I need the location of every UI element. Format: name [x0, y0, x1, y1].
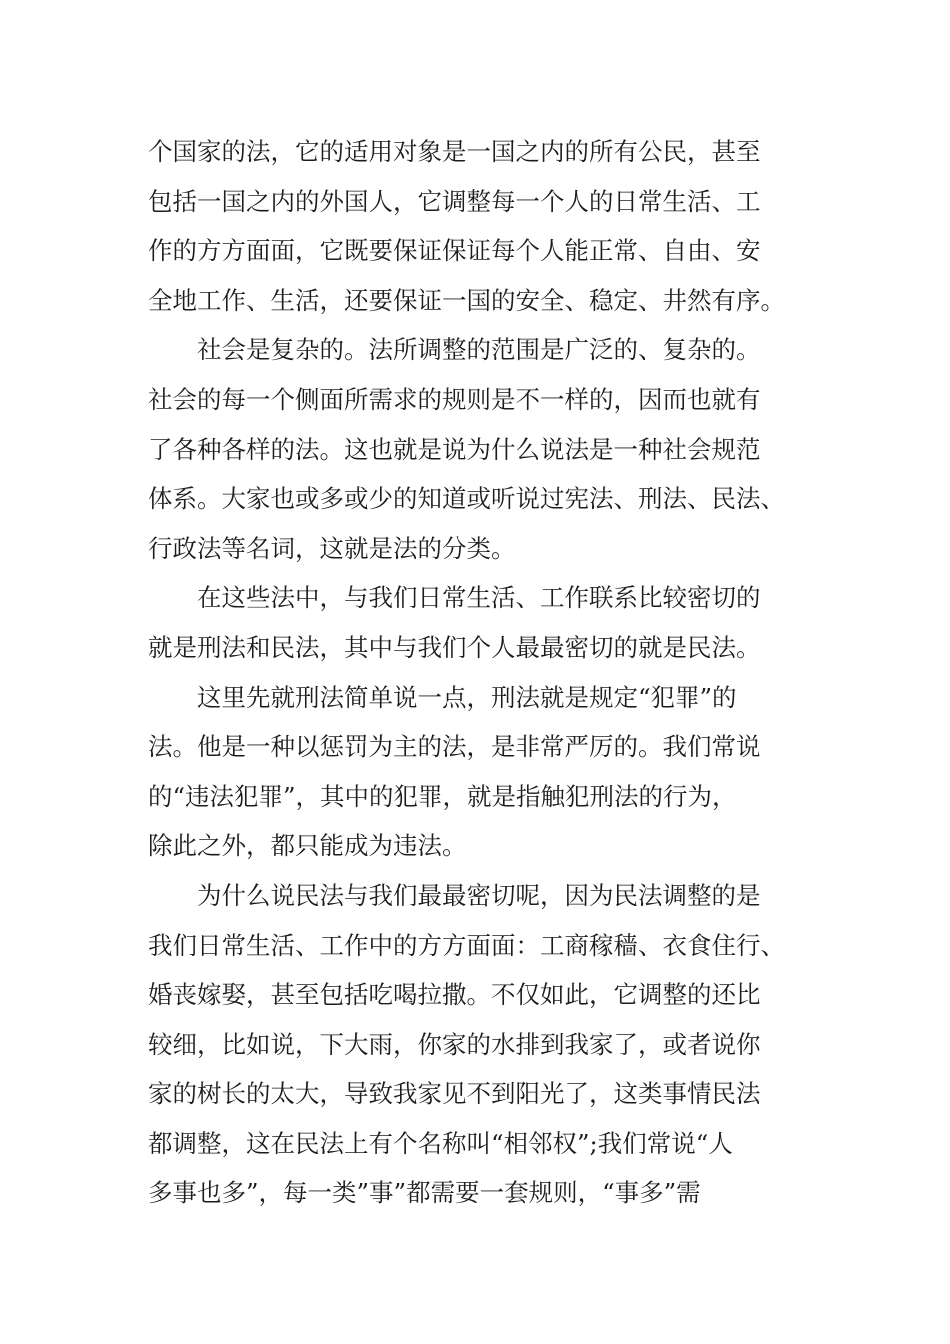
paragraph — [148, 871, 808, 1218]
text-line: 包括一国之内的外国人，它调整每一个人的日常生活、工 — [148, 186, 761, 216]
text-line: 在这些法中，与我们日常生活、工作联系比较密切的 — [197, 583, 761, 613]
text-line: 这里先就刑法简单说一点，刑法就是规定“犯罪”的 — [197, 682, 737, 712]
text-line: 社会的每一个侧面所需求的规则是不一样的，因而也就有 — [148, 384, 761, 414]
text-line: 行政法等名词，这就是法的分类。 — [148, 533, 516, 563]
text-line: 全地工作、生活，还要保证一国的安全、稳定、井然有序。 — [148, 285, 785, 315]
text-line: 除此之外，都只能成为违法。 — [148, 831, 467, 861]
text-line: 多事也多”，每一类”事”都需要一套规则，“事多”需 — [148, 1178, 701, 1208]
text-line: 婚丧嫁娶，甚至包括吃喝拉撒。不仅如此，它调整的还比 — [148, 980, 761, 1010]
paragraph — [148, 673, 808, 871]
text-line: 法。他是一种以惩罚为主的法，是非常严厉的。我们常说 — [148, 732, 761, 762]
text-line: 我们日常生活、工作中的方方面面：工商稼穑、衣食住行、 — [148, 930, 785, 960]
text-line: 作的方方面面，它既要保证保证每个人能正常、自由、安 — [148, 236, 761, 266]
text-line: 社会是复杂的。法所调整的范围是广泛的、复杂的。 — [197, 335, 761, 365]
text-line: 家的树长的太大，导致我家见不到阳光了，这类事情民法 — [148, 1079, 761, 1109]
body-text — [148, 127, 808, 1218]
text-line: 就是刑法和民法，其中与我们个人最最密切的就是民法。 — [148, 632, 761, 662]
text-line: 较细，比如说，下大雨，你家的水排到我家了，或者说你 — [148, 1029, 761, 1059]
text-line: 了各种各样的法。这也就是说为什么说法是一种社会规范 — [148, 434, 761, 464]
paragraph — [148, 127, 808, 325]
text-line: 都调整，这在民法上有个名称叫“相邻权”;我们常说“人 — [148, 1128, 733, 1158]
text-line: 的“违法犯罪”，其中的犯罪，就是指触犯刑法的行为， — [148, 781, 737, 811]
text-line: 体系。大家也或多或少的知道或听说过宪法、刑法、民法、 — [148, 484, 785, 514]
text-line: 个国家的法，它的适用对象是一国之内的所有公民，甚至 — [148, 137, 761, 166]
text-line: 为什么说民法与我们最最密切呢，因为民法调整的是 — [197, 880, 761, 910]
paragraph — [148, 325, 808, 573]
paragraph — [148, 573, 808, 672]
